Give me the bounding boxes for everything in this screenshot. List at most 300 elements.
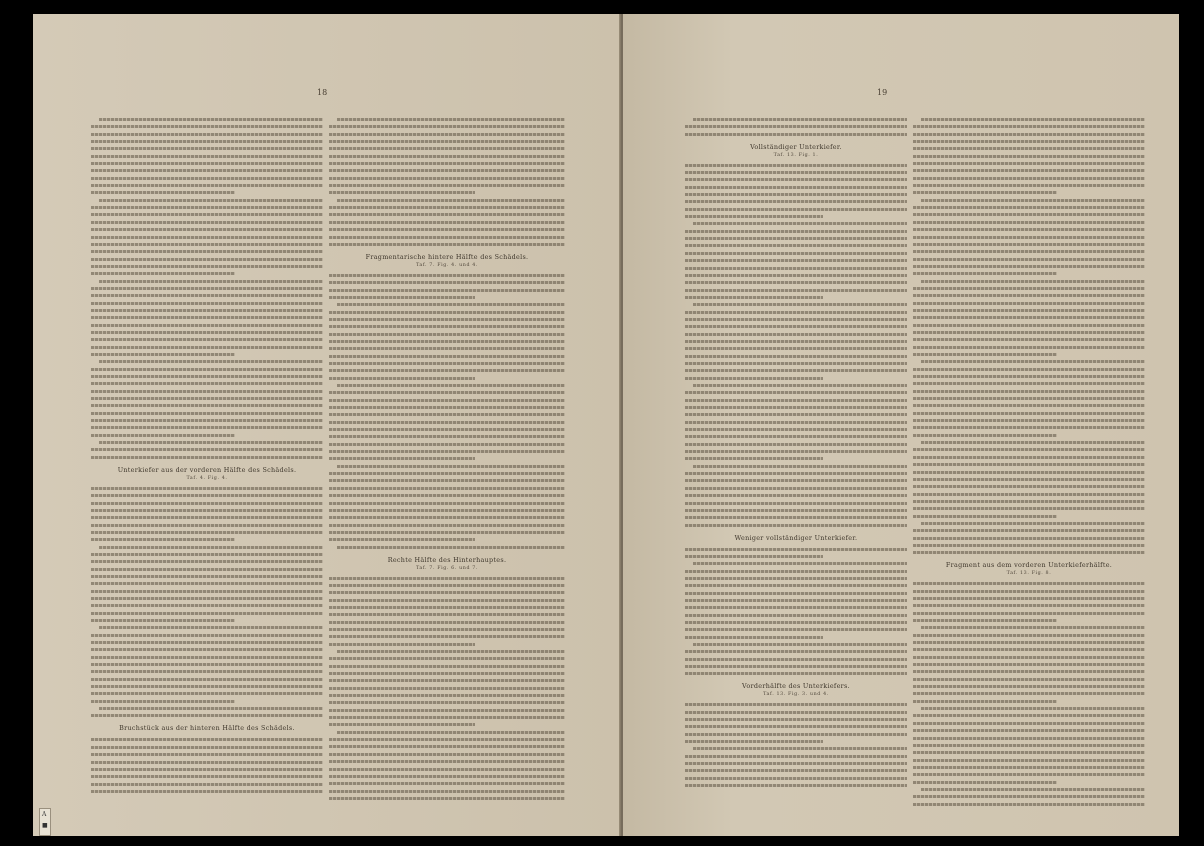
text-line [913, 448, 1145, 451]
text-line [329, 133, 565, 136]
text-line [913, 397, 1145, 400]
text-line [329, 531, 565, 534]
text-line [91, 568, 323, 571]
text-line [91, 700, 235, 703]
text-line [685, 777, 907, 780]
text-line [913, 722, 1145, 725]
text-line [685, 281, 907, 284]
text-line [913, 184, 1145, 187]
text-line [685, 311, 907, 314]
text-line [685, 479, 907, 482]
text-line [329, 274, 565, 277]
text-line [685, 274, 907, 277]
text-line [91, 382, 323, 385]
text-line [685, 672, 907, 675]
text-line [329, 428, 565, 431]
text-line [913, 478, 1145, 481]
text-line [913, 781, 1057, 784]
text-line [329, 487, 565, 490]
text-line [685, 296, 823, 299]
text-line [329, 155, 565, 158]
text-line [329, 281, 565, 284]
text-line [329, 679, 565, 682]
text-line [685, 421, 907, 424]
text-line [329, 162, 565, 165]
section-heading: Unterkiefer aus der vorderen Hälfte des Schädels. [117, 465, 297, 474]
text-line [685, 267, 907, 270]
text-line [913, 678, 1145, 681]
text-line [913, 634, 1145, 637]
archive-tag: A ■ [39, 808, 51, 836]
text-line [329, 369, 565, 372]
section-heading: Rechte Hälfte des Hinterhauptes. [387, 555, 507, 564]
text-line [329, 457, 475, 460]
text-line [329, 391, 565, 394]
text-line [913, 537, 1145, 540]
text-line [91, 147, 323, 150]
text-line [91, 191, 235, 194]
text-line [91, 375, 323, 378]
section-heading: Vorderhälfte des Unterkiefers. [742, 682, 850, 691]
text-line [329, 228, 565, 231]
text-line [329, 362, 565, 365]
text-line [685, 548, 907, 551]
text-line [685, 718, 907, 721]
text-line [91, 390, 323, 393]
text-line [913, 331, 1145, 334]
text-line [685, 399, 907, 402]
text-line [685, 472, 907, 475]
text-line [91, 434, 235, 437]
text-line [91, 790, 323, 793]
text-line [685, 614, 907, 617]
text-line [685, 487, 907, 490]
text-line [685, 200, 907, 203]
text-line [329, 635, 565, 638]
text-line [685, 318, 907, 321]
text-line [913, 125, 1145, 128]
text-line [913, 272, 1057, 275]
text-line [329, 687, 565, 690]
text-line [329, 577, 565, 580]
text-line [329, 524, 565, 527]
text-line [329, 377, 475, 380]
text-line [685, 755, 907, 758]
text-line [685, 636, 823, 639]
text-line [91, 648, 323, 651]
text-line [329, 509, 565, 512]
text-line [913, 692, 1145, 695]
text-line [329, 502, 565, 505]
text-line [91, 692, 323, 695]
text-line [685, 665, 907, 668]
text-line [693, 562, 907, 565]
text-line [685, 592, 907, 595]
text-line [913, 382, 1145, 385]
text-line [913, 714, 1145, 717]
book-spread [33, 14, 1179, 836]
text-line [91, 309, 323, 312]
text-line [913, 162, 1145, 165]
text-line [685, 355, 907, 358]
text-line [99, 441, 323, 444]
text-line [91, 746, 323, 749]
text-line [913, 551, 1145, 554]
text-line [685, 193, 907, 196]
text-line [329, 318, 565, 321]
text-line [685, 244, 907, 247]
text-column-left-2 [329, 118, 565, 804]
text-line [337, 199, 565, 202]
text-line [91, 604, 323, 607]
text-line [685, 784, 907, 787]
text-line [91, 656, 323, 659]
text-line [99, 280, 323, 283]
text-line [913, 147, 1145, 150]
text-line [913, 700, 1057, 703]
text-line [685, 325, 907, 328]
text-line [91, 338, 323, 341]
text-line [99, 360, 323, 363]
text-line [91, 287, 323, 290]
section-heading: Bruchstück aus der hinteren Hälfte des Schädels. [119, 724, 295, 733]
text-line [685, 621, 907, 624]
text-line [913, 368, 1145, 371]
text-line [91, 155, 323, 158]
text-line [685, 133, 907, 136]
text-line [913, 729, 1145, 732]
text-line [685, 435, 907, 438]
text-line [685, 208, 907, 211]
text-line [913, 507, 1145, 510]
text-line [913, 265, 1145, 268]
text-line [91, 184, 323, 187]
text-line [91, 775, 323, 778]
text-line [329, 716, 565, 719]
text-line [913, 191, 1057, 194]
text-line [337, 546, 565, 549]
text-line [91, 714, 323, 717]
text-line [913, 404, 1145, 407]
text-line [913, 544, 1145, 547]
text-line [693, 384, 907, 387]
text-line [329, 606, 565, 609]
text-line [913, 228, 1145, 231]
text-line [91, 560, 323, 563]
text-line [913, 641, 1145, 644]
text-line [913, 375, 1145, 378]
text-line [913, 419, 1145, 422]
text-line [913, 140, 1145, 143]
text-line [329, 421, 565, 424]
text-line [913, 737, 1145, 740]
text-line [685, 711, 907, 714]
text-line [329, 782, 565, 785]
plate-reference: Taf. 13. Fig. 1. [773, 152, 819, 158]
section-heading: Vollständiger Unterkiefer. [750, 142, 842, 151]
text-line [921, 522, 1145, 525]
text-line [91, 494, 323, 497]
text-line [685, 259, 907, 262]
right-page [623, 14, 1179, 836]
text-line [91, 177, 323, 180]
text-line [913, 604, 1145, 607]
text-line [329, 443, 565, 446]
text-line [329, 753, 565, 756]
text-line [913, 590, 1145, 593]
text-line [913, 426, 1145, 429]
text-line [685, 428, 907, 431]
text-line [921, 199, 1145, 202]
text-line [913, 648, 1145, 651]
text-line [329, 347, 565, 350]
text-line [913, 456, 1145, 459]
text-line [685, 769, 907, 772]
text-line [91, 236, 323, 239]
text-line [913, 744, 1145, 747]
text-line [685, 406, 907, 409]
text-line [91, 368, 323, 371]
text-line [329, 177, 565, 180]
text-line [91, 685, 323, 688]
text-line [91, 670, 323, 673]
text-line [685, 252, 907, 255]
text-line [91, 783, 323, 786]
text-line [913, 390, 1145, 393]
text-line [921, 707, 1145, 710]
text-line [91, 641, 323, 644]
text-line [91, 678, 323, 681]
text-line [913, 221, 1145, 224]
text-line [91, 553, 323, 556]
text-line [91, 456, 323, 459]
text-line [685, 584, 907, 587]
text-line [913, 500, 1145, 503]
text-line [685, 289, 907, 292]
text-line [329, 289, 565, 292]
page-number: 19 [877, 88, 888, 97]
text-line [329, 672, 565, 675]
text-line [337, 650, 565, 653]
text-line [685, 725, 907, 728]
text-line [329, 665, 565, 668]
text-line [91, 221, 323, 224]
text-line [685, 443, 907, 446]
text-line [913, 346, 1145, 349]
text-line [685, 733, 907, 736]
text-line [685, 333, 907, 336]
text-line [329, 657, 565, 660]
text-line [329, 184, 565, 187]
text-line [329, 494, 565, 497]
text-line [685, 740, 823, 743]
text-line [685, 494, 907, 497]
text-line [685, 215, 823, 218]
text-line [329, 479, 565, 482]
text-line [329, 236, 565, 239]
plate-reference: Taf. 7. Fig. 6. und 7. [415, 565, 479, 571]
text-line [329, 340, 565, 343]
text-line [329, 694, 565, 697]
text-line [91, 316, 323, 319]
text-line [99, 707, 323, 710]
text-line [693, 118, 907, 121]
text-line [91, 619, 235, 622]
text-line [685, 340, 907, 343]
text-line [913, 493, 1145, 496]
text-line [913, 463, 1145, 466]
text-line [91, 612, 323, 615]
text-line [913, 670, 1145, 673]
text-line [337, 465, 565, 468]
text-line [913, 353, 1057, 356]
plate-reference: Taf. 13. Fig. 8. [1006, 571, 1052, 577]
text-line [913, 309, 1145, 312]
text-line [685, 237, 907, 240]
text-line [329, 709, 565, 712]
text-line [91, 524, 323, 527]
text-line [329, 435, 565, 438]
text-line [91, 258, 323, 261]
text-line [99, 546, 323, 549]
text-line [329, 221, 565, 224]
text-line [91, 634, 323, 637]
text-line [91, 228, 323, 231]
text-column-right-2 [913, 118, 1145, 810]
text-line [329, 775, 565, 778]
text-line [91, 419, 323, 422]
text-line [685, 516, 907, 519]
text-line [913, 434, 1057, 437]
text-line [921, 118, 1145, 121]
text-line [91, 140, 323, 143]
page-number: 18 [317, 88, 328, 97]
text-line [91, 516, 323, 519]
text-line [329, 140, 565, 143]
plate-reference: Taf. 4. Fig. 4. [186, 475, 228, 481]
text-line [685, 650, 907, 653]
text-line [329, 643, 475, 646]
text-line [685, 347, 907, 350]
text-line [91, 265, 323, 268]
text-line [913, 773, 1145, 776]
text-line [685, 413, 907, 416]
section-heading: Fragment aus dem vorderen Unterkieferhälfte. [945, 561, 1113, 570]
text-line [329, 472, 565, 475]
text-line [91, 509, 323, 512]
text-line [329, 213, 565, 216]
text-line [913, 656, 1145, 659]
text-line [329, 797, 565, 800]
text-line [337, 118, 565, 121]
text-line [91, 331, 323, 334]
text-line [91, 412, 323, 415]
text-line [921, 360, 1145, 363]
text-line [913, 663, 1145, 666]
text-line [913, 243, 1145, 246]
text-line [91, 663, 323, 666]
text-line [913, 485, 1145, 488]
text-line [685, 502, 907, 505]
text-line [685, 577, 907, 580]
text-line [685, 658, 907, 661]
text-line [913, 324, 1145, 327]
text-line [685, 570, 907, 573]
text-line [913, 177, 1145, 180]
text-line [685, 377, 823, 380]
text-line [685, 509, 907, 512]
text-line [329, 723, 475, 726]
text-line [329, 516, 565, 519]
text-line [685, 369, 907, 372]
text-line [91, 250, 323, 253]
text-line [91, 487, 323, 490]
text-column-left-1 [91, 118, 323, 797]
text-line [913, 803, 1145, 806]
text-line [921, 788, 1145, 791]
text-line [913, 250, 1145, 253]
text-line [91, 502, 323, 505]
text-line [693, 747, 907, 750]
section-heading: Weniger vollständiger Unterkiefer. [734, 533, 858, 542]
text-line [91, 125, 323, 128]
text-line [913, 302, 1145, 305]
text-line [685, 524, 907, 527]
text-line [685, 171, 907, 174]
text-line [329, 296, 475, 299]
text-line [329, 613, 565, 616]
text-line [913, 206, 1145, 209]
text-line [91, 404, 323, 407]
text-line [329, 169, 565, 172]
text-line [913, 169, 1145, 172]
text-line [91, 324, 323, 327]
text-line [329, 311, 565, 314]
text-line [329, 745, 565, 748]
text-line [91, 582, 323, 585]
text-line [329, 591, 565, 594]
text-line [913, 515, 1057, 518]
text-line [329, 538, 475, 541]
text-line [329, 399, 565, 402]
text-line [91, 169, 323, 172]
text-line [913, 766, 1145, 769]
text-line [329, 147, 565, 150]
text-line [913, 597, 1145, 600]
text-line [913, 316, 1145, 319]
text-line [329, 333, 565, 336]
text-line [913, 471, 1145, 474]
text-line [913, 685, 1145, 688]
text-line [685, 391, 907, 394]
text-line [913, 582, 1145, 585]
text-line [921, 441, 1145, 444]
text-line [329, 206, 565, 209]
text-line [91, 162, 323, 165]
text-line [91, 213, 323, 216]
text-line [685, 606, 907, 609]
text-line [913, 751, 1145, 754]
text-line [91, 272, 235, 275]
text-line [685, 362, 907, 365]
text-line [91, 302, 323, 305]
text-line [329, 406, 565, 409]
section-heading: Fragmentarische hintere Hälfte des Schädels. [365, 252, 529, 261]
text-column-right-1 [685, 118, 907, 792]
text-line [91, 346, 323, 349]
text-line [329, 628, 565, 631]
text-line [913, 133, 1145, 136]
